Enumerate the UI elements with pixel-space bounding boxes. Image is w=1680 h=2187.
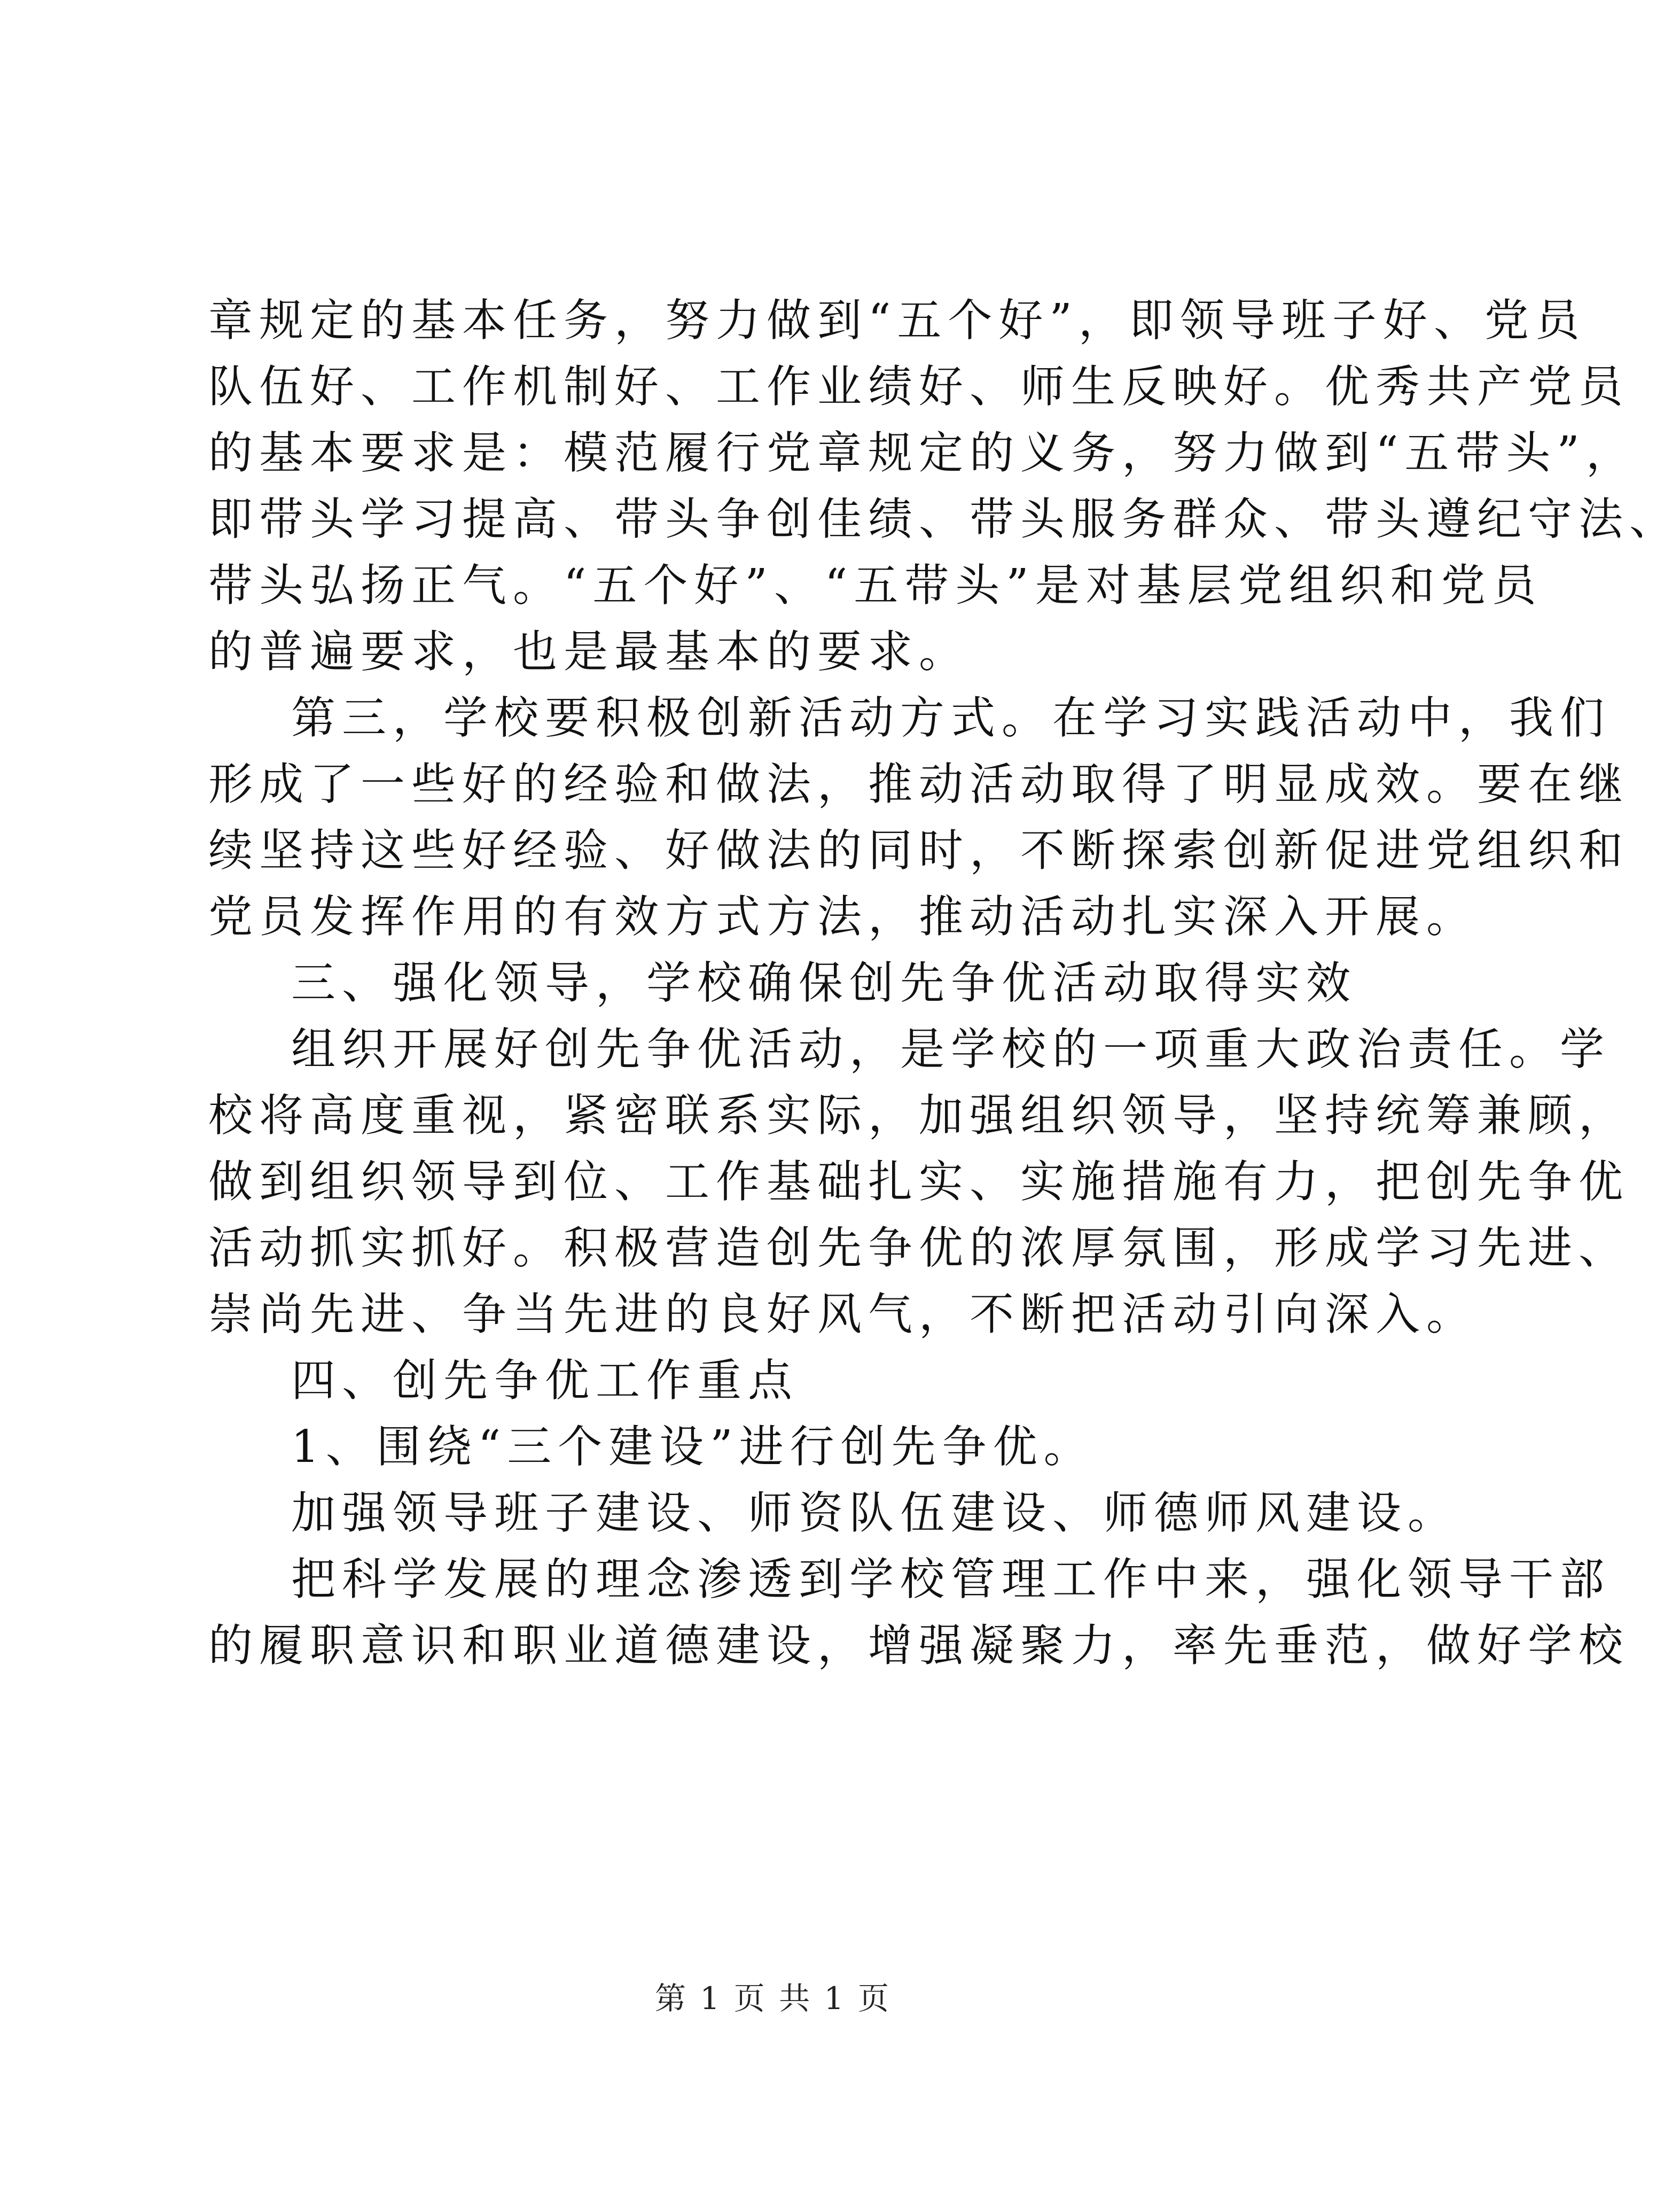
text-line: 活动抓实抓好。积极营造创先争优的浓厚氛围，形成学习先进、 <box>208 1222 1629 1274</box>
section-heading: 四、创先争优工作重点 <box>291 1355 799 1406</box>
text-line: 带头弘扬正气。“五个好”、“五带头”是对基层党组织和党员 <box>208 559 1543 611</box>
text-line: 党员发挥作用的有效方式方法，推动活动扎实深入开展。 <box>208 891 1477 943</box>
section-heading: 三、强化领导，学校确保创先争优活动取得实效 <box>291 957 1357 1009</box>
text-line: 校将高度重视，紧密联系实际，加强组织领导，坚持统筹兼顾， <box>208 1089 1629 1141</box>
text-line: 崇尚先进、争当先进的良好风气，不断把活动引向深入。 <box>208 1288 1477 1340</box>
page-footer: 第 1 页 共 1 页 <box>655 1980 891 2017</box>
paragraph-start-line: 第三，学校要积极创新活动方式。在学习实践活动中，我们 <box>291 692 1611 744</box>
text-line: 即带头学习提高、带头争创佳绩、带头服务群众、带头遵纪守法、 <box>208 493 1680 545</box>
text-line: 队伍好、工作机制好、工作业绩好、师生反映好。优秀共产党员 <box>208 361 1629 413</box>
text-line: 形成了一些好的经验和做法，推动活动取得了明显成效。要在继 <box>208 758 1629 810</box>
text-line: 的普遍要求，也是最基本的要求。 <box>208 626 970 678</box>
text-line: 的履职意识和职业道德建设，增强凝聚力，率先垂范，做好学校 <box>208 1620 1629 1671</box>
text-line: 做到组织领导到位、工作基础扎实、实施措施有力，把创先争优 <box>208 1156 1629 1208</box>
text-line: 的基本要求是：模范履行党章规定的义务，努力做到“五带头”， <box>208 427 1637 479</box>
subsection-heading: 1、围绕“三个建设”进行创先争优。 <box>291 1421 1095 1473</box>
paragraph-start-line: 加强领导班子建设、师资队伍建设、师德师风建设。 <box>291 1487 1458 1539</box>
text-line: 章规定的基本任务，努力做到“五个好”，即领导班子好、党员 <box>208 294 1586 346</box>
text-line: 续坚持这些好经验、好做法的同时，不断探索创新促进党组织和 <box>208 824 1629 876</box>
paragraph-start-line: 把科学发展的理念渗透到学校管理工作中来，强化领导干部 <box>291 1553 1611 1605</box>
paragraph-start-line: 组织开展好创先争优活动，是学校的一项重大政治责任。学 <box>291 1023 1611 1075</box>
